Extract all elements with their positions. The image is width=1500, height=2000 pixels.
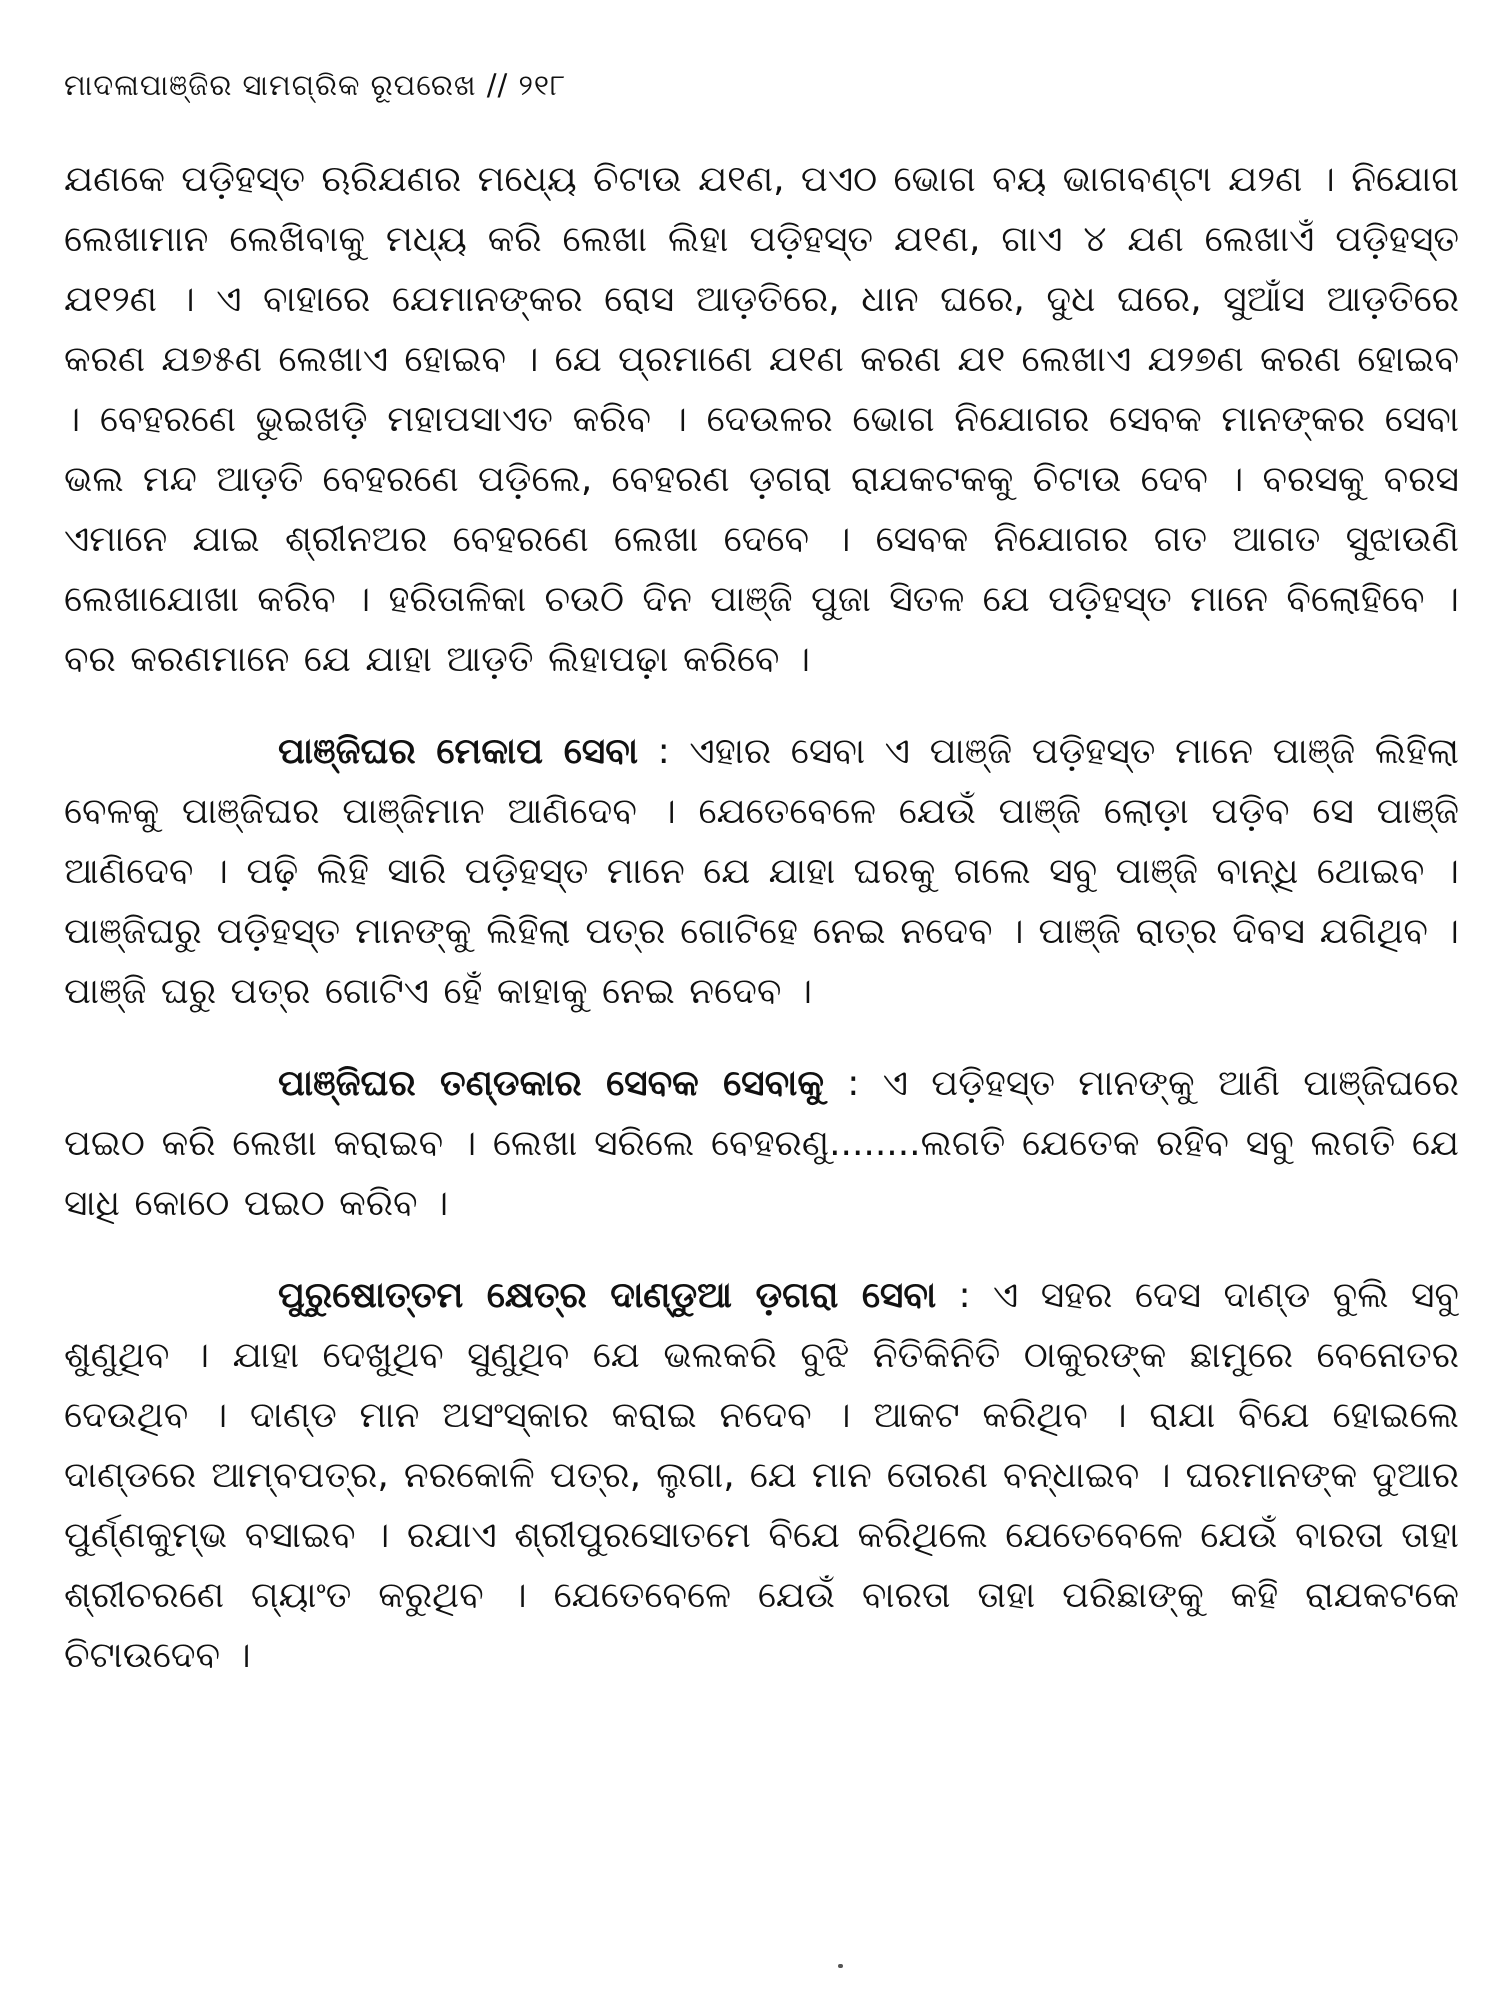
paragraph-2-text: : ଏହାର ସେବା ଏ ପାଞ୍ଜି ପଡ଼ିହସ୍ତ ମାନେ ପାଞ୍ଜି ଲିହିଲା ବେଳକୁ ପାଞ୍ଜିଘର ପାଞ୍ଜିମାନ ଆଣିଦେବ । ଯେତେବେଳେ ଯେଉଁ ପାଞ୍ଜି ଲୋଡ଼ା ପଡ଼ିବ ସେ ପାଞ୍ଜି ଆଣିଦେବ । ପଢ଼ି ଲିହି ସାରି ପଡ଼ିହସ୍ତ ମାନେ ଯେ ଯାହା ଘରକୁ ଗଲେ ସବୁ ପାଞ୍ଜି ବାନ୍ଧି ଥୋଇବ । ପାଞ୍ଜିଘରୁ ପଡ଼ିହସ୍ତ ମାନଙ୍କୁ ଲିହିଲା ପତ୍ର ଗୋଟିହେ ନେଇ ନଦେବ । ପାଞ୍ଜି ରାତ୍ର ଦିବସ ଯଗିଥିବ । ପାଞ୍ଜି ଘରୁ ପତ୍ର ଗୋଟିଏ ହେଁ କାହାକୁ ନେଇ ନଦେବ । (64, 731, 1459, 1012)
scan-speck (838, 1964, 843, 1968)
paragraph-2-heading: ପାଞ୍ଜିଘର ମେକାପ ସେବା (278, 731, 639, 772)
paragraph-4-text: : ଏ ସହର ଦେସ ଦାଣ୍ଡ ବୁଲି ସବୁ ଶୁଣୁଥିବ । ଯାହା ଦେଖୁଥିବ ସୁଣୁଥିବ ଯେ ଭଲକରି ବୁଝି ନିତିକିନିତି ଠାକୁରଙ୍କ ଛାମୁରେ ବେନୋତର ଦେଉଥିବ । ଦାଣ୍ଡ ମାନ ଅସଂସ୍କାର କରାଇ ନଦେବ । ଆକଟ କରିଥିବ । ରାଯା ବିଯେ ହୋଇଲେ ଦାଣ୍ଡରେ ଆମ୍ବପତ୍ର, ନରକୋଳି ପତ୍ର, ଲୁଗା, ଯେ ମାନ ତୋରଣ ବନ୍ଧାଇବ । ଘରମାନଙ୍କ ଦୁଆର ପୁର୍ଣ୍ଣକୁମ୍ଭ ବସାଇବ । ରଯାଏ ଶ୍ରୀପୁରସୋତମେ ବିଯେ କରିଥିଲେ ଯେତେବେଳେ ଯେଉଁ ବାରତା ତାହା ଶ୍ରୀଚରଣେ ଗ୍ୟାଂତ କରୁଥିବ । ଯେତେବେଳେ ଯେଉଁ ବାରତା ତାହା ପରିଛାଙ୍କୁ କହି ରାଯକଟକେ ଚିଟାଉଦେବ । (64, 1275, 1459, 1676)
paragraph-4 (64, 1266, 1459, 1686)
paragraph-1-text: ଯଣକେ ପଡ଼ିହସ୍ତ ଋରିଯଣର ମଧ୍ୟେ ଚିଟାଉ ଯ୧ଣ, ପଏଠ ଭୋଗ ବୟ ଭାଗବଣ୍ଟା ଯ୨ଣ । ନିଯୋଗ ଲେଖାମାନ ଲେଖିବାକୁ ମଧ୍ୟ କରି ଲେଖା ଲିହା ପଡ଼ିହସ୍ତ ଯ୧ଣ, ଗାଏ ୪ ଯଣ ଲେଖାଏଁ ପଡ଼ିହସ୍ତ ଯ୧୨ଣ । ଏ ବାହାରେ ଯେମାନଙ୍କର ରୋସ ଆଡ଼ତିରେ, ଧାନ ଘରେ, ଦୁଧ ଘରେ, ସୁଆଁସ ଆଡ଼ତିରେ କରଣ ଯ୭୫ଣ ଲେଖାଏ ହୋଇବ । ଯେ ପ୍ରମାଣେ ଯ୧ଣ କରଣ ଯ୧ ଲେଖାଏ ଯ୨୭ଣ କରଣ ହୋଇବ । ବେହରଣେ ଭୁଇଖଡ଼ି ମହାପସାଏତ କରିବ । ଦେଉଳର ଭୋଗ ନିଯୋଗର ସେବକ ମାନଙ୍କର ସେବା ଭଲ ମନ୍ଦ ଆଡ଼ତି ବେହରଣେ ପଡ଼ିଲେ, ବେହରଣ ଡ଼ଗରା ରାଯକଟକକୁ ଚିଟାଉ ଦେବ । ବରସକୁ ବରସ ଏମାନେ ଯାଇ ଶ୍ରୀନଅର ବେହରଣେ ଲେଖା ଦେବେ । ସେବକ ନିଯୋଗର ଗତ ଆଗତ ସୁଝାଉଣି ଲେଖାଯୋଖା କରିବ । ହରିତାଳିକା ଚଉଠି ଦିନ ପାଞ୍ଜି ପୁଜା ସିତଳ ଯେ ପଡ଼ିହସ୍ତ ମାନେ ବିଲୋହିବେ । ବର କରଣମାନେ ଯେ ଯାହା ଆଡ଼ତି ଲିହାପଢ଼ା କରିବେ । (64, 159, 1459, 680)
paragraph-3-heading: ପାଞ୍ଜିଘର ତଣ୍ଡକାର ସେବକ ସେବାକୁ (278, 1063, 824, 1104)
body-text (64, 150, 1459, 1686)
paragraph-4-heading: ପୁରୁଷୋତ୍ତମ କ୍ଷେତ୍ର ଦାଣ୍ଡୁଆ ଡ଼ଗରା ସେବା (278, 1275, 937, 1316)
paragraph-1 (64, 150, 1459, 690)
paragraph-3 (64, 1054, 1459, 1234)
paragraph-3-text: : ଏ ପଡ଼ିହସ୍ତ ମାନଙ୍କୁ ଆଣି ପାଞ୍ଜିଘରେ ପଇଠ କରି ଲେଖା କରାଇବ । ଲେଖା ସରିଲେ ବେହରଣୁ........ଲଗତି ଯେତେକ ରହିବ ସବୁ ଲଗତି ଯେ ସାଧି କୋଠେ ପଇଠ କରିବ । (64, 1063, 1459, 1224)
running-header: ମାଦଳାପାଞ୍ଜିର ସାମଗ୍ରିକ ରୂପରେଖ // ୨୧୮ (64, 68, 567, 102)
paragraph-2 (64, 722, 1459, 1022)
